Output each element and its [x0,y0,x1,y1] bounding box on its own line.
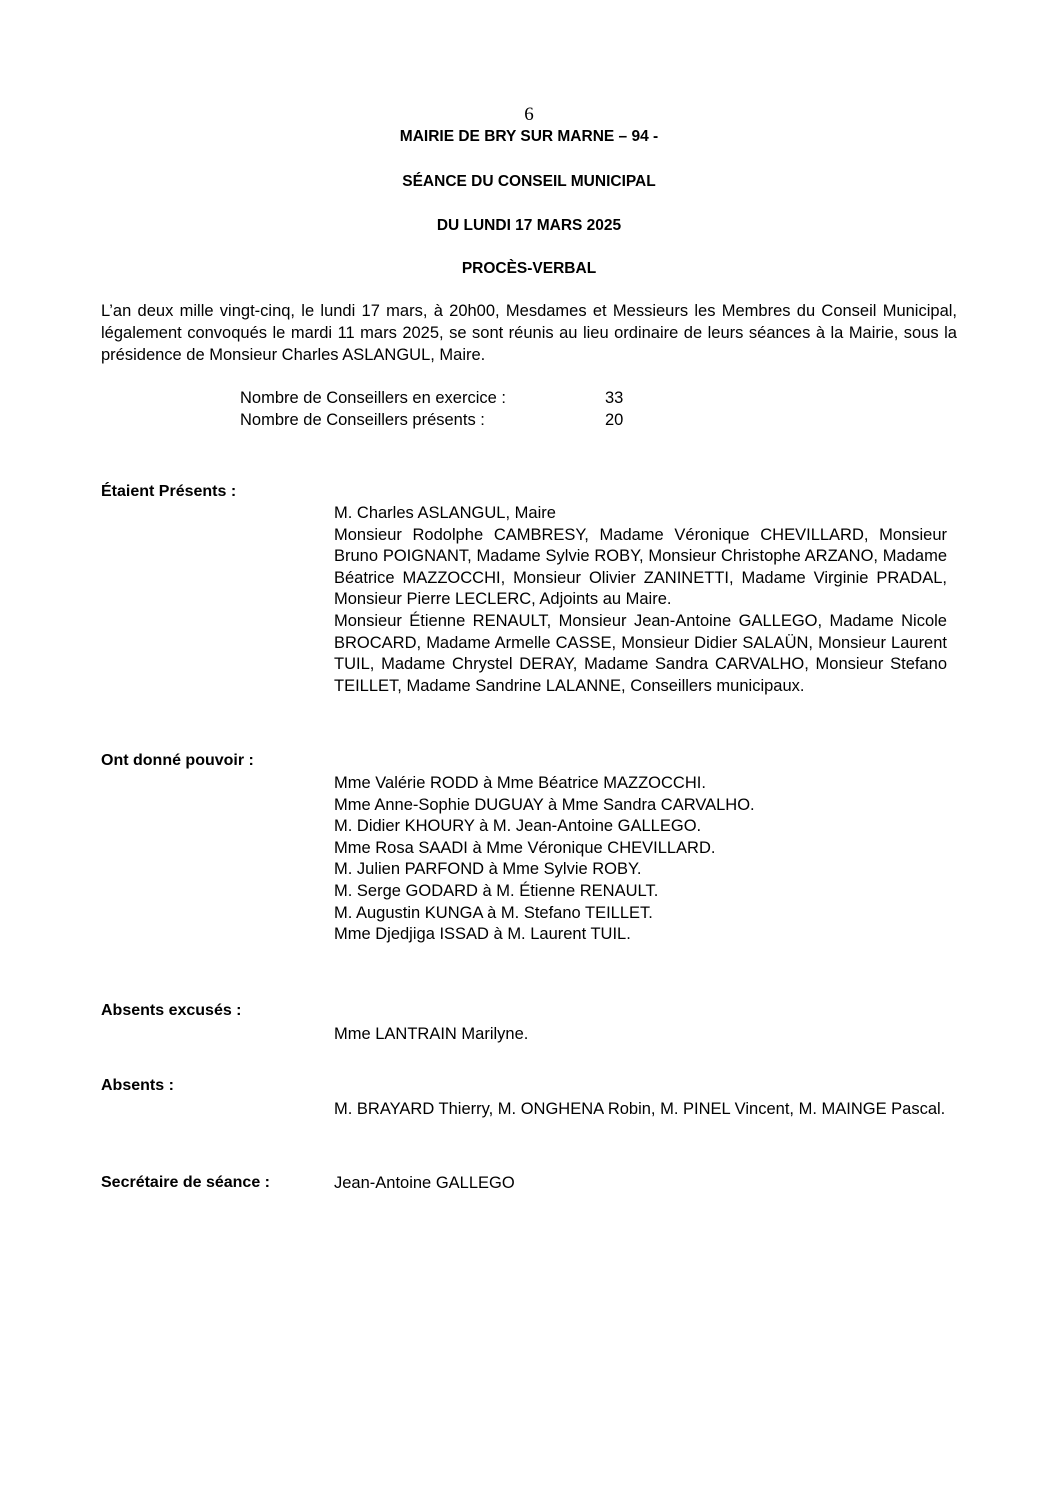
page-number: 6 [524,104,534,125]
pouvoir-item: Mme Valérie RODD à Mme Béatrice MAZZOCCHI. [334,774,706,792]
header-mairie: MAIRIE DE BRY SUR MARNE – 94 - [399,128,659,145]
pouvoir-item: M. Augustin KUNGA à M. Stefano TEILLET. [334,903,653,922]
header-date: DU LUNDI 17 MARS 2025 [436,217,622,234]
presents-conseillers: Monsieur Étienne RENAULT, Monsieur Jean-Antoine GALLEGO, Madame Nicole BROCARD, Madame Armelle CASSE, Monsieur Didier SALAÜN, Monsieur Laurent TUIL, Madame Chrystel DERAY, Madame Sandra CARVALHO, Monsieur Stefano TEILLET, Madame Sandrine LALANNE, Conseillers municipaux. [334,611,947,695]
presents-maire: M. Charles ASLANGUL, Maire [334,504,556,522]
count-exercice-value: 33 [605,389,624,407]
excuses-text: Mme LANTRAIN Marilyne. [334,1025,529,1043]
pouvoirs-list [334,773,947,946]
count-presents-label: Nombre de Conseillers présents : [240,411,485,429]
secretaire-value: Jean-Antoine GALLEGO [334,1174,515,1192]
pouvoir-item: M. Serge GODARD à M. Étienne RENAULT. [334,881,659,900]
presents-adjoints: Monsieur Rodolphe CAMBRESY, Madame Véronique CHEVILLARD, Monsieur Bruno POIGNANT, Madame Sylvie ROBY, Monsieur Christophe ARZANO, Madame Béatrice MAZZOCCHI, Monsieur Olivier ZANINETTI, Madame Virginie PRADAL, Monsieur Pierre LECLERC, Adjoints au Maire. [334,525,947,609]
pouvoir-item: M. Didier KHOURY à M. Jean-Antoine GALLEGO. [334,817,702,836]
pouvoir-item: Mme Rosa SAADI à Mme Véronique CHEVILLARD. [334,838,716,857]
count-presents-value: 20 [605,411,624,429]
pouvoir-item: M. Julien PARFOND à Mme Sylvie ROBY. [334,860,642,879]
count-exercice [240,389,623,408]
absents-label: Absents : [101,1077,174,1094]
excuses-label: Absents excusés : [101,1002,242,1019]
count-presents [240,411,623,430]
header-seance: SÉANCE DU CONSEIL MUNICIPAL [402,173,656,190]
intro-paragraph: L’an deux mille vingt-cinq, le lundi 17 mars, à 20h00, Mesdames et Messieurs les Membres du Conseil Municipal, légalement convoqués le mardi 11 mars 2025, se sont réunis au lieu ordinaire de leurs séances à la Mairie, sous la présidence de Monsieur Charles ASLANGUL, Maire. [101,302,957,364]
secretaire-label: Secrétaire de séance : [101,1174,270,1191]
pouvoirs-label: Ont donné pouvoir : [101,752,254,769]
pouvoir-item: Mme Djedjiga ISSAD à M. Laurent TUIL. [334,925,631,944]
absents-text: M. BRAYARD Thierry, M. ONGHENA Robin, M. PINEL Vincent, M. MAINGE Pascal. [334,1100,946,1118]
pouvoir-item: Mme Anne-Sophie DUGUAY à Mme Sandra CARVALHO. [334,795,755,814]
presents-body [334,503,947,697]
header-proces-verbal: PROCÈS-VERBAL [461,260,597,277]
presents-label: Étaient Présents : [101,483,237,500]
count-exercice-label: Nombre de Conseillers en exercice : [240,389,506,407]
